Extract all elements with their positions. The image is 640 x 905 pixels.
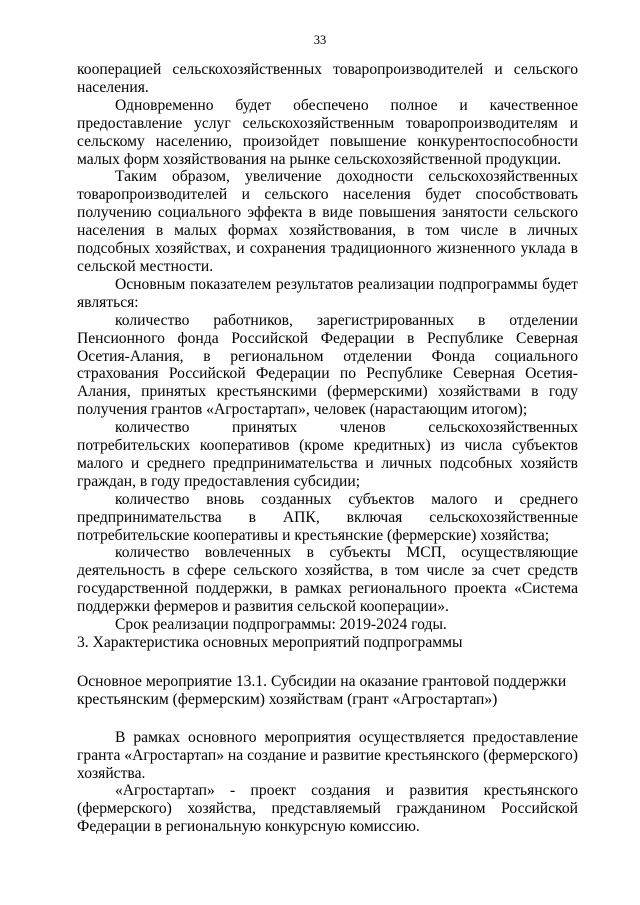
paragraph-continuation: кооперацией сельскохозяйственных товаропроизводителей и сельского населения. (77, 61, 578, 96)
list-item-indicator: количество вновь созданных субъектов малого и среднего предпринимательства в АПК, включая сельскохозяйственные потребительские кооперативы и крестьянские (фермерские) хозяйства; (77, 490, 578, 544)
paragraph: Таким образом, увеличение доходности сельскохозяйственных товаропроизводителей и сельского населения будет способствовать получению социального эффекта в виде повышения занятости сельского населения в малых формах хозяйствования, в том числе в личных подсобных хозяйствах, и сохранения традиционного жизненного уклада в сельской местности. (77, 168, 578, 275)
paragraph: Основным показателем результатов реализации подпрограммы будет являться: (77, 275, 578, 311)
event-heading-line-2: крестьянским (фермерским) хозяйствам (грант «Агростартап») (77, 690, 498, 708)
paragraph: В рамках основного мероприятия осуществляется предоставление гранта «Агростартап» на создание и развитие крестьянского (фермерского) хозяйства. (77, 728, 578, 782)
event-heading (77, 673, 578, 709)
paragraph: Одновременно будет обеспечено полное и качественное предоставление услуг сельскохозяйственным товаропроизводителям и сельскому населению, произойдет повышение конкурентоспособности малых форм хозяйствования на рынке сельскохозяйственной продукции. (77, 96, 578, 168)
list-item-indicator: количество вовлеченных в субъекты МСП, осуществляющие деятельность в сфере сельского хозяйства, в том числе за счет средств государственной поддержки, в рамках регионального проекта «Система поддержки фермеров и развития сельской кооперации». (77, 544, 578, 616)
list-item-indicator: количество принятых членов сельскохозяйственных потребительских кооперативов (кроме кредитных) из числа субъектов малого и среднего предпринимательства и личных подсобных хозяйств граждан, в году предоставления субсидии; (77, 419, 578, 490)
list-item-indicator: количество работников, зарегистрированных в отделении Пенсионного фонда Российской Федерации в Республике Северная Осетия-Алания, в региональном отделении Фонда социального страхования Российской Федерации по Республике Северная Осетия-Алания, принятых крестьянскими (фермерскими) хозяйствами в году получения грантов «Агростартап», человек (нарастающим итогом); (77, 311, 578, 419)
section-heading: 3. Характеристика основных мероприятий подпрограммы (77, 634, 463, 651)
paragraph: «Агростартап» - проект создания и развития крестьянского (фермерского) хозяйства, представляемый гражданином Российской Федерации в региональную конкурсную комиссию. (77, 782, 578, 836)
document-body (77, 61, 578, 836)
paragraph-term: Срок реализации подпрограммы: 2019-2024 годы. (115, 616, 447, 634)
page-number: 33 (313, 33, 327, 47)
event-heading-line-1: Основное мероприятие 13.1. Субсидии на оказание грантовой поддержки (77, 672, 567, 690)
